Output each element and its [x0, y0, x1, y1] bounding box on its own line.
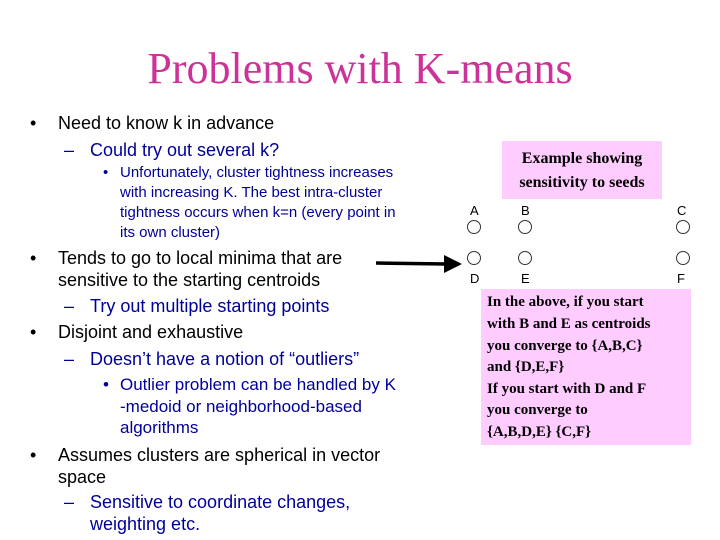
bullet-dot: • — [30, 322, 37, 342]
sub-bullet-coordinates-line-1: Sensitive to coordinate changes, — [90, 492, 351, 512]
note-line-4: and {D,E,F} — [487, 359, 565, 375]
point-label-d: D — [470, 271, 480, 286]
example-line-2: sensitivity to seeds — [519, 174, 645, 191]
sub-bullet-coordinates-line-2: weighting etc. — [90, 514, 201, 534]
bullet-spherical-line-1: Assumes clusters are spherical in vector — [58, 445, 381, 465]
bullet-spherical-line-2: space — [58, 467, 107, 487]
sub-bullet-dash: – — [64, 140, 75, 160]
sub-bullet-outliers: Doesn’t have a notion of “outliers” — [90, 349, 360, 369]
point-label-e: E — [521, 271, 530, 286]
outlier-line-1: Outlier problem can be handled by K — [120, 375, 396, 394]
example-line-1: Example showing — [521, 150, 643, 167]
point-label-a: A — [470, 203, 479, 218]
point-label-f: F — [677, 271, 685, 286]
bullet-dot: • — [30, 113, 37, 133]
sub-sub-bullet-dot: • — [103, 375, 109, 394]
bullet-local-minima-line-1: Tends to go to local minima that are — [58, 248, 343, 268]
note-line-6: you converge to — [487, 402, 588, 418]
note-line-3: you converge to {A,B,C} — [487, 338, 643, 354]
outlier-line-3: algorithms — [120, 418, 199, 437]
bullet-local-minima-line-2: sensitive to the starting centroids — [58, 270, 321, 290]
note-line-2: with B and E as centroids — [487, 316, 651, 332]
bullet-disjoint: Disjoint and exhaustive — [58, 322, 244, 342]
sub-bullet-try-k: Could try out several k? — [90, 140, 280, 160]
tightness-line-3: tightness occurs when k=n (every point in — [120, 204, 396, 221]
sub-bullet-dash: – — [64, 349, 75, 369]
outlier-line-2: -medoid or neighborhood-based — [120, 397, 362, 416]
sub-sub-bullet-dot: • — [103, 164, 109, 181]
sub-bullet-dash: – — [64, 296, 75, 316]
point-label-c: C — [677, 203, 687, 218]
tightness-line-1: Unfortunately, cluster tightness increases — [120, 164, 394, 181]
slide-title: Problems with K-means — [147, 44, 573, 93]
bullet-k-advance: Need to know k in advance — [58, 113, 275, 133]
tightness-line-2: with increasing K. The best intra-cluster — [120, 184, 383, 201]
note-line-7: {A,B,D,E} {C,F} — [487, 424, 592, 440]
point-label-b: B — [521, 203, 530, 218]
sub-bullet-dash: – — [64, 492, 75, 512]
bullet-dot: • — [30, 445, 37, 465]
note-line-5: If you start with D and F — [487, 381, 647, 397]
note-line-1: In the above, if you start — [487, 294, 644, 310]
tightness-line-4: its own cluster) — [120, 224, 221, 241]
sub-bullet-multiple-starts: Try out multiple starting points — [90, 296, 330, 316]
bullet-dot: • — [30, 248, 37, 268]
